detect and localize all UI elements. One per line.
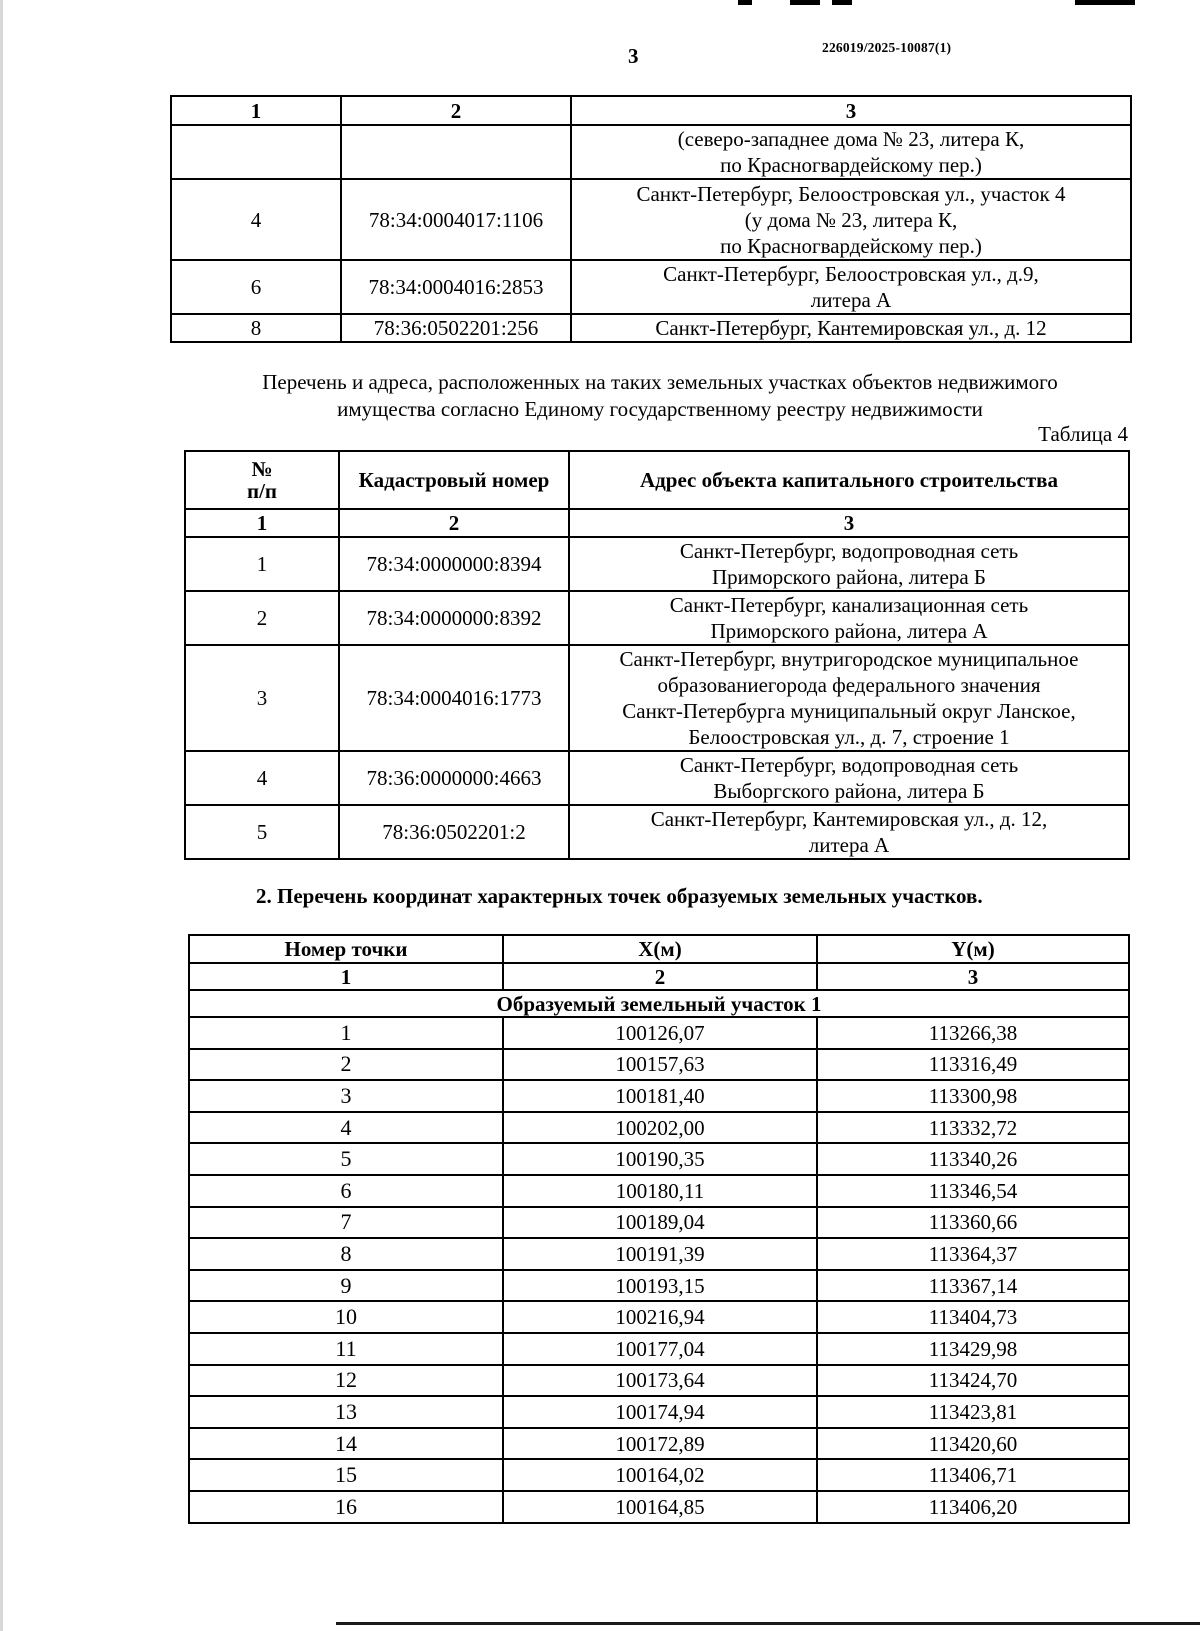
header-x: X(м): [503, 935, 817, 963]
point-number: 6: [189, 1175, 503, 1207]
cadastral-number: 78:34:0004016:2853: [341, 260, 571, 314]
column-number: 2: [341, 96, 571, 125]
point-number: 15: [189, 1459, 503, 1491]
y-coordinate: 113266,38: [817, 1017, 1129, 1049]
address-cell: [571, 179, 1131, 260]
y-coordinate: 113360,66: [817, 1207, 1129, 1239]
continued-table: [170, 95, 1132, 343]
column-number: 2: [503, 963, 817, 990]
coordinate-row: [189, 1396, 1129, 1428]
header-number-symbol: №: [251, 457, 273, 481]
table-header-row: [189, 935, 1129, 963]
y-coordinate: 113404,73: [817, 1301, 1129, 1333]
point-number: 3: [189, 1080, 503, 1112]
y-coordinate: 113332,72: [817, 1112, 1129, 1144]
point-number: 9: [189, 1270, 503, 1302]
address-line: Приморского района, литера А: [710, 619, 988, 643]
address-line: Санкт-Петербург, внутригородское муниципальное: [619, 647, 1079, 671]
address-line: Санкт-Петербург, водопроводная сеть: [679, 753, 1019, 777]
address-line: Белоостровская ул., д. 7, строение 1: [688, 725, 1010, 749]
row-number: 1: [185, 537, 339, 591]
coordinate-row: [189, 1207, 1129, 1239]
x-coordinate: 100174,94: [503, 1396, 817, 1428]
x-coordinate: 100202,00: [503, 1112, 817, 1144]
address-line: Санкт-Петербург, Белоостровская ул., участок 4: [636, 181, 1066, 206]
column-number: 1: [189, 963, 503, 990]
row-number: 5: [185, 805, 339, 859]
cadastral-number: [341, 125, 571, 179]
plot-title-row: [189, 990, 1129, 1017]
x-coordinate: 100164,85: [503, 1491, 817, 1523]
table-row: [185, 591, 1129, 645]
address-line: Санкт-Петербург, водопроводная сеть: [679, 539, 1019, 563]
address-line: по Красногвардейскому пер.): [720, 233, 982, 258]
point-number: 16: [189, 1491, 503, 1523]
address-line: Приморского района, литера Б: [712, 565, 986, 589]
address-cell: [569, 805, 1129, 859]
address-cell: [569, 751, 1129, 805]
coordinate-row: [189, 1238, 1129, 1270]
scan-mark: [832, 0, 852, 5]
table-header-row: [171, 96, 1131, 125]
x-coordinate: 100191,39: [503, 1238, 817, 1270]
column-number: 1: [185, 509, 339, 537]
x-coordinate: 100181,40: [503, 1080, 817, 1112]
column-number: 2: [339, 509, 569, 537]
point-number: 11: [189, 1333, 503, 1365]
coordinate-row: [189, 1112, 1129, 1144]
cadastral-number: 78:36:0000000:4663: [339, 751, 569, 805]
header-cadastral: Кадастровый номер: [339, 451, 569, 509]
scan-mark: [790, 0, 820, 5]
x-coordinate: 100193,15: [503, 1270, 817, 1302]
cadastral-number: 78:34:0004017:1106: [341, 179, 571, 260]
header-point-number: Номер точки: [189, 935, 503, 963]
address-line: Санкт-Петербург, канализационная сеть: [669, 593, 1029, 617]
address-line: Санкт-Петербург, Кантемировская ул., д. 12,: [650, 807, 1048, 831]
section-title: 2. Перечень координат характерных точек образуемых земельных участков.: [256, 884, 983, 908]
point-number: 8: [189, 1238, 503, 1270]
address-cell: [569, 645, 1129, 751]
table-row: [171, 125, 1131, 179]
address-cell: [571, 260, 1131, 314]
y-coordinate: 113423,81: [817, 1396, 1129, 1428]
point-number: 13: [189, 1396, 503, 1428]
coordinate-row: [189, 1175, 1129, 1207]
table-row: [171, 260, 1131, 314]
point-number: 12: [189, 1365, 503, 1397]
y-coordinate: 113424,70: [817, 1365, 1129, 1397]
y-coordinate: 113300,98: [817, 1080, 1129, 1112]
x-coordinate: 100216,94: [503, 1301, 817, 1333]
point-number: 7: [189, 1207, 503, 1239]
x-coordinate: 100164,02: [503, 1459, 817, 1491]
table-row: [185, 751, 1129, 805]
address-line: (северо-западнее дома № 23, литера К,: [677, 127, 1025, 151]
scan-mark: [1075, 0, 1135, 5]
header-y: Y(м): [817, 935, 1129, 963]
y-coordinate: 113346,54: [817, 1175, 1129, 1207]
scan-bottom-edge: [336, 1622, 1200, 1625]
cadastral-number: 78:36:0502201:2: [339, 805, 569, 859]
coordinate-row: [189, 1428, 1129, 1460]
coordinate-row: [189, 1049, 1129, 1081]
address-line: Санкт-Петербург, Кантемировская ул., д. 12: [655, 316, 1047, 340]
point-number: 1: [189, 1017, 503, 1049]
table-header-row: [185, 451, 1129, 509]
header-address: Адрес объекта капитального строительства: [569, 451, 1129, 509]
column-number: 1: [171, 96, 341, 125]
x-coordinate: 100157,63: [503, 1049, 817, 1081]
table-label: Таблица 4: [1038, 422, 1128, 446]
row-number: [171, 125, 341, 179]
cadastral-number: 78:34:0000000:8392: [339, 591, 569, 645]
coordinate-row: [189, 1459, 1129, 1491]
address-line: образованиегорода федерального значения: [657, 673, 1041, 697]
y-coordinate: 113406,20: [817, 1491, 1129, 1523]
coordinate-row: [189, 1080, 1129, 1112]
table-caption: [180, 369, 1140, 423]
row-number: 4: [171, 179, 341, 260]
coordinate-row: [189, 1301, 1129, 1333]
point-number: 2: [189, 1049, 503, 1081]
address-cell: [569, 591, 1129, 645]
x-coordinate: 100172,89: [503, 1428, 817, 1460]
address-cell: [569, 537, 1129, 591]
header-number: [185, 451, 339, 509]
point-number: 14: [189, 1428, 503, 1460]
coordinate-row: [189, 1017, 1129, 1049]
address-line: литера А: [810, 288, 892, 312]
address-line: Выборгского района, литера Б: [713, 779, 985, 803]
row-number: 3: [185, 645, 339, 751]
coordinate-row: [189, 1491, 1129, 1523]
row-number: 8: [171, 314, 341, 342]
row-number: 4: [185, 751, 339, 805]
x-coordinate: 100177,04: [503, 1333, 817, 1365]
x-coordinate: 100126,07: [503, 1017, 817, 1049]
table-row: [185, 645, 1129, 751]
column-number: 3: [569, 509, 1129, 537]
y-coordinate: 113364,37: [817, 1238, 1129, 1270]
table-4: [184, 450, 1130, 860]
coordinate-row: [189, 1365, 1129, 1397]
caption-line: имущества согласно Единому государственному реестру недвижимости: [337, 397, 983, 421]
coordinate-row: [189, 1143, 1129, 1175]
x-coordinate: 100189,04: [503, 1207, 817, 1239]
address-line: Санкт-Петербурга муниципальный округ Ланское,: [622, 699, 1076, 723]
coordinates-table: [188, 934, 1130, 1524]
table-row: [185, 805, 1129, 859]
cadastral-number: 78:34:0000000:8394: [339, 537, 569, 591]
coordinates-body: [189, 1017, 1129, 1523]
coordinate-row: [189, 1333, 1129, 1365]
table-row: [185, 537, 1129, 591]
point-number: 4: [189, 1112, 503, 1144]
address-line: (у дома № 23, литера К,: [744, 207, 958, 232]
address-line: по Красногвардейскому пер.): [720, 153, 982, 177]
plot-title: Образуемый земельный участок 1: [189, 990, 1129, 1017]
caption-line: Перечень и адреса, расположенных на таких земельных участках объектов недвижимого: [262, 370, 1058, 394]
point-number: 5: [189, 1143, 503, 1175]
x-coordinate: 100190,35: [503, 1143, 817, 1175]
y-coordinate: 113367,14: [817, 1270, 1129, 1302]
address-cell: [571, 314, 1131, 342]
x-coordinate: 100173,64: [503, 1365, 817, 1397]
cadastral-number: 78:34:0004016:1773: [339, 645, 569, 751]
x-coordinate: 100180,11: [503, 1175, 817, 1207]
header-number-abbrev: п/п: [246, 479, 278, 503]
address-cell: [571, 125, 1131, 179]
address-line: Санкт-Петербург, Белоостровская ул., д.9,: [663, 262, 1039, 286]
table-row: [171, 179, 1131, 260]
table-row: [171, 314, 1131, 342]
row-number: 6: [171, 260, 341, 314]
page-number: 3: [628, 44, 639, 68]
column-numbers-row: [189, 963, 1129, 990]
row-number: 2: [185, 591, 339, 645]
cadastral-number: 78:36:0502201:256: [341, 314, 571, 342]
y-coordinate: 113316,49: [817, 1049, 1129, 1081]
point-number: 10: [189, 1301, 503, 1333]
column-numbers-row: [185, 509, 1129, 537]
coordinate-row: [189, 1270, 1129, 1302]
scan-edge: [0, 0, 3, 1631]
y-coordinate: 113420,60: [817, 1428, 1129, 1460]
column-number: 3: [571, 96, 1131, 125]
document-id: 226019/2025-10087(1): [822, 40, 952, 55]
y-coordinate: 113429,98: [817, 1333, 1129, 1365]
y-coordinate: 113340,26: [817, 1143, 1129, 1175]
y-coordinate: 113406,71: [817, 1459, 1129, 1491]
column-number: 3: [817, 963, 1129, 990]
scan-mark: [738, 0, 752, 5]
address-line: литера А: [808, 833, 890, 857]
